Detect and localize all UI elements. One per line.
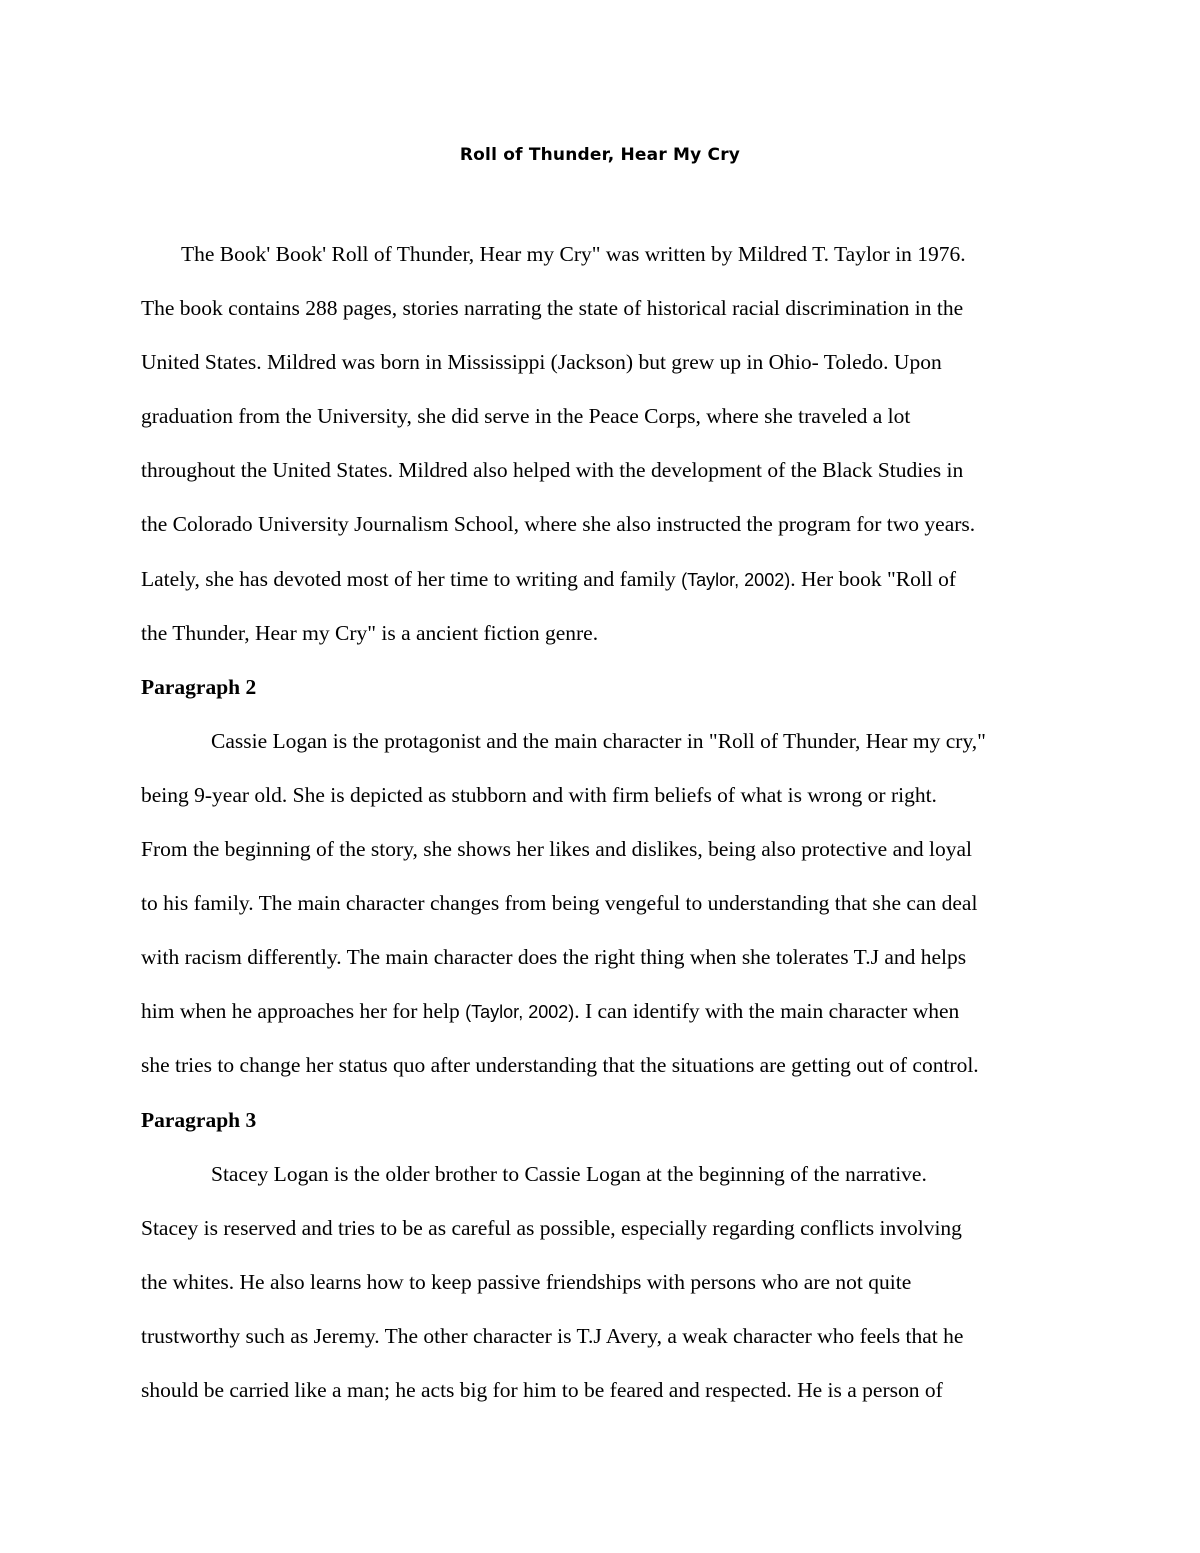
paragraph-1-line-8: the Thunder, Hear my Cry" is a ancient fiction genre.	[141, 621, 599, 645]
citation: (Taylor, 2002)	[681, 570, 791, 590]
paragraph-1-line-4: graduation from the University, she did serve in the Peace Corps, where she traveled a lot	[141, 404, 911, 428]
paragraph-1-line-7-text: Lately, she has devoted most of her time to writing and family	[141, 567, 682, 591]
paragraph-3-line-5: should be carried like a man; he acts big for him to be feared and respected. He is a person of	[141, 1378, 943, 1402]
paragraph-1-line-6: the Colorado University Journalism School, where she also instructed the program for two years.	[141, 512, 976, 536]
paragraph-2-line-5: with racism differently. The main character does the right thing when she tolerates T.J and helps	[141, 945, 967, 969]
paragraph-2-line-7: she tries to change her status quo after understanding that the situations are getting out of control.	[141, 1053, 979, 1077]
paragraph-1-line-5: throughout the United States. Mildred also helped with the development of the Black Studies in	[141, 458, 964, 482]
paragraph-1-line-7-end: . Her book "Roll of	[790, 567, 957, 591]
paragraph-2-line-2: being 9-year old. She is depicted as stubborn and with firm beliefs of what is wrong or right.	[141, 783, 937, 807]
paragraph-3-line-2: Stacey is reserved and tries to be as careful as possible, especially regarding conflicts involving	[141, 1216, 962, 1240]
paragraph-2-line-3: From the beginning of the story, she shows her likes and dislikes, being also protective and loyal	[141, 837, 972, 861]
document-title: Roll of Thunder, Hear My Cry	[459, 145, 741, 165]
paragraph-1-line-1: The Book' Book' Roll of Thunder, Hear my Cry" was written by Mildred T. Taylor in 1976.	[181, 242, 966, 266]
paragraph-2-heading: Paragraph 2	[141, 675, 257, 699]
paragraph-3-line-1: Stacey Logan is the older brother to Cassie Logan at the beginning of the narrative.	[211, 1162, 927, 1186]
paragraph-3-line-3: the whites. He also learns how to keep passive friendships with persons who are not quite	[141, 1270, 912, 1294]
paragraph-1-line-3: United States. Mildred was born in Mississippi (Jackson) but grew up in Ohio- Toledo. Upon	[141, 350, 942, 374]
paragraph-2-line-6-end: . I can identify with the main character when	[574, 999, 960, 1023]
paragraph-2-line-4: to his family. The main character changes from being vengeful to understanding that she can deal	[141, 891, 978, 915]
citation: (Taylor, 2002)	[465, 1002, 575, 1022]
paragraph-1-line-7	[141, 566, 956, 593]
paragraph-2-line-6	[141, 998, 959, 1025]
paragraph-1-line-2: The book contains 288 pages, stories narrating the state of historical racial discrimination in the	[141, 296, 964, 320]
paragraph-3-heading: Paragraph 3	[141, 1108, 257, 1132]
paragraph-2-line-1: Cassie Logan is the protagonist and the main character in "Roll of Thunder, Hear my cry,"	[211, 729, 986, 753]
paragraph-2-line-6-text: him when he approaches her for help	[141, 999, 466, 1023]
paragraph-3-line-4: trustworthy such as Jeremy. The other character is T.J Avery, a weak character who feels that he	[141, 1324, 964, 1348]
